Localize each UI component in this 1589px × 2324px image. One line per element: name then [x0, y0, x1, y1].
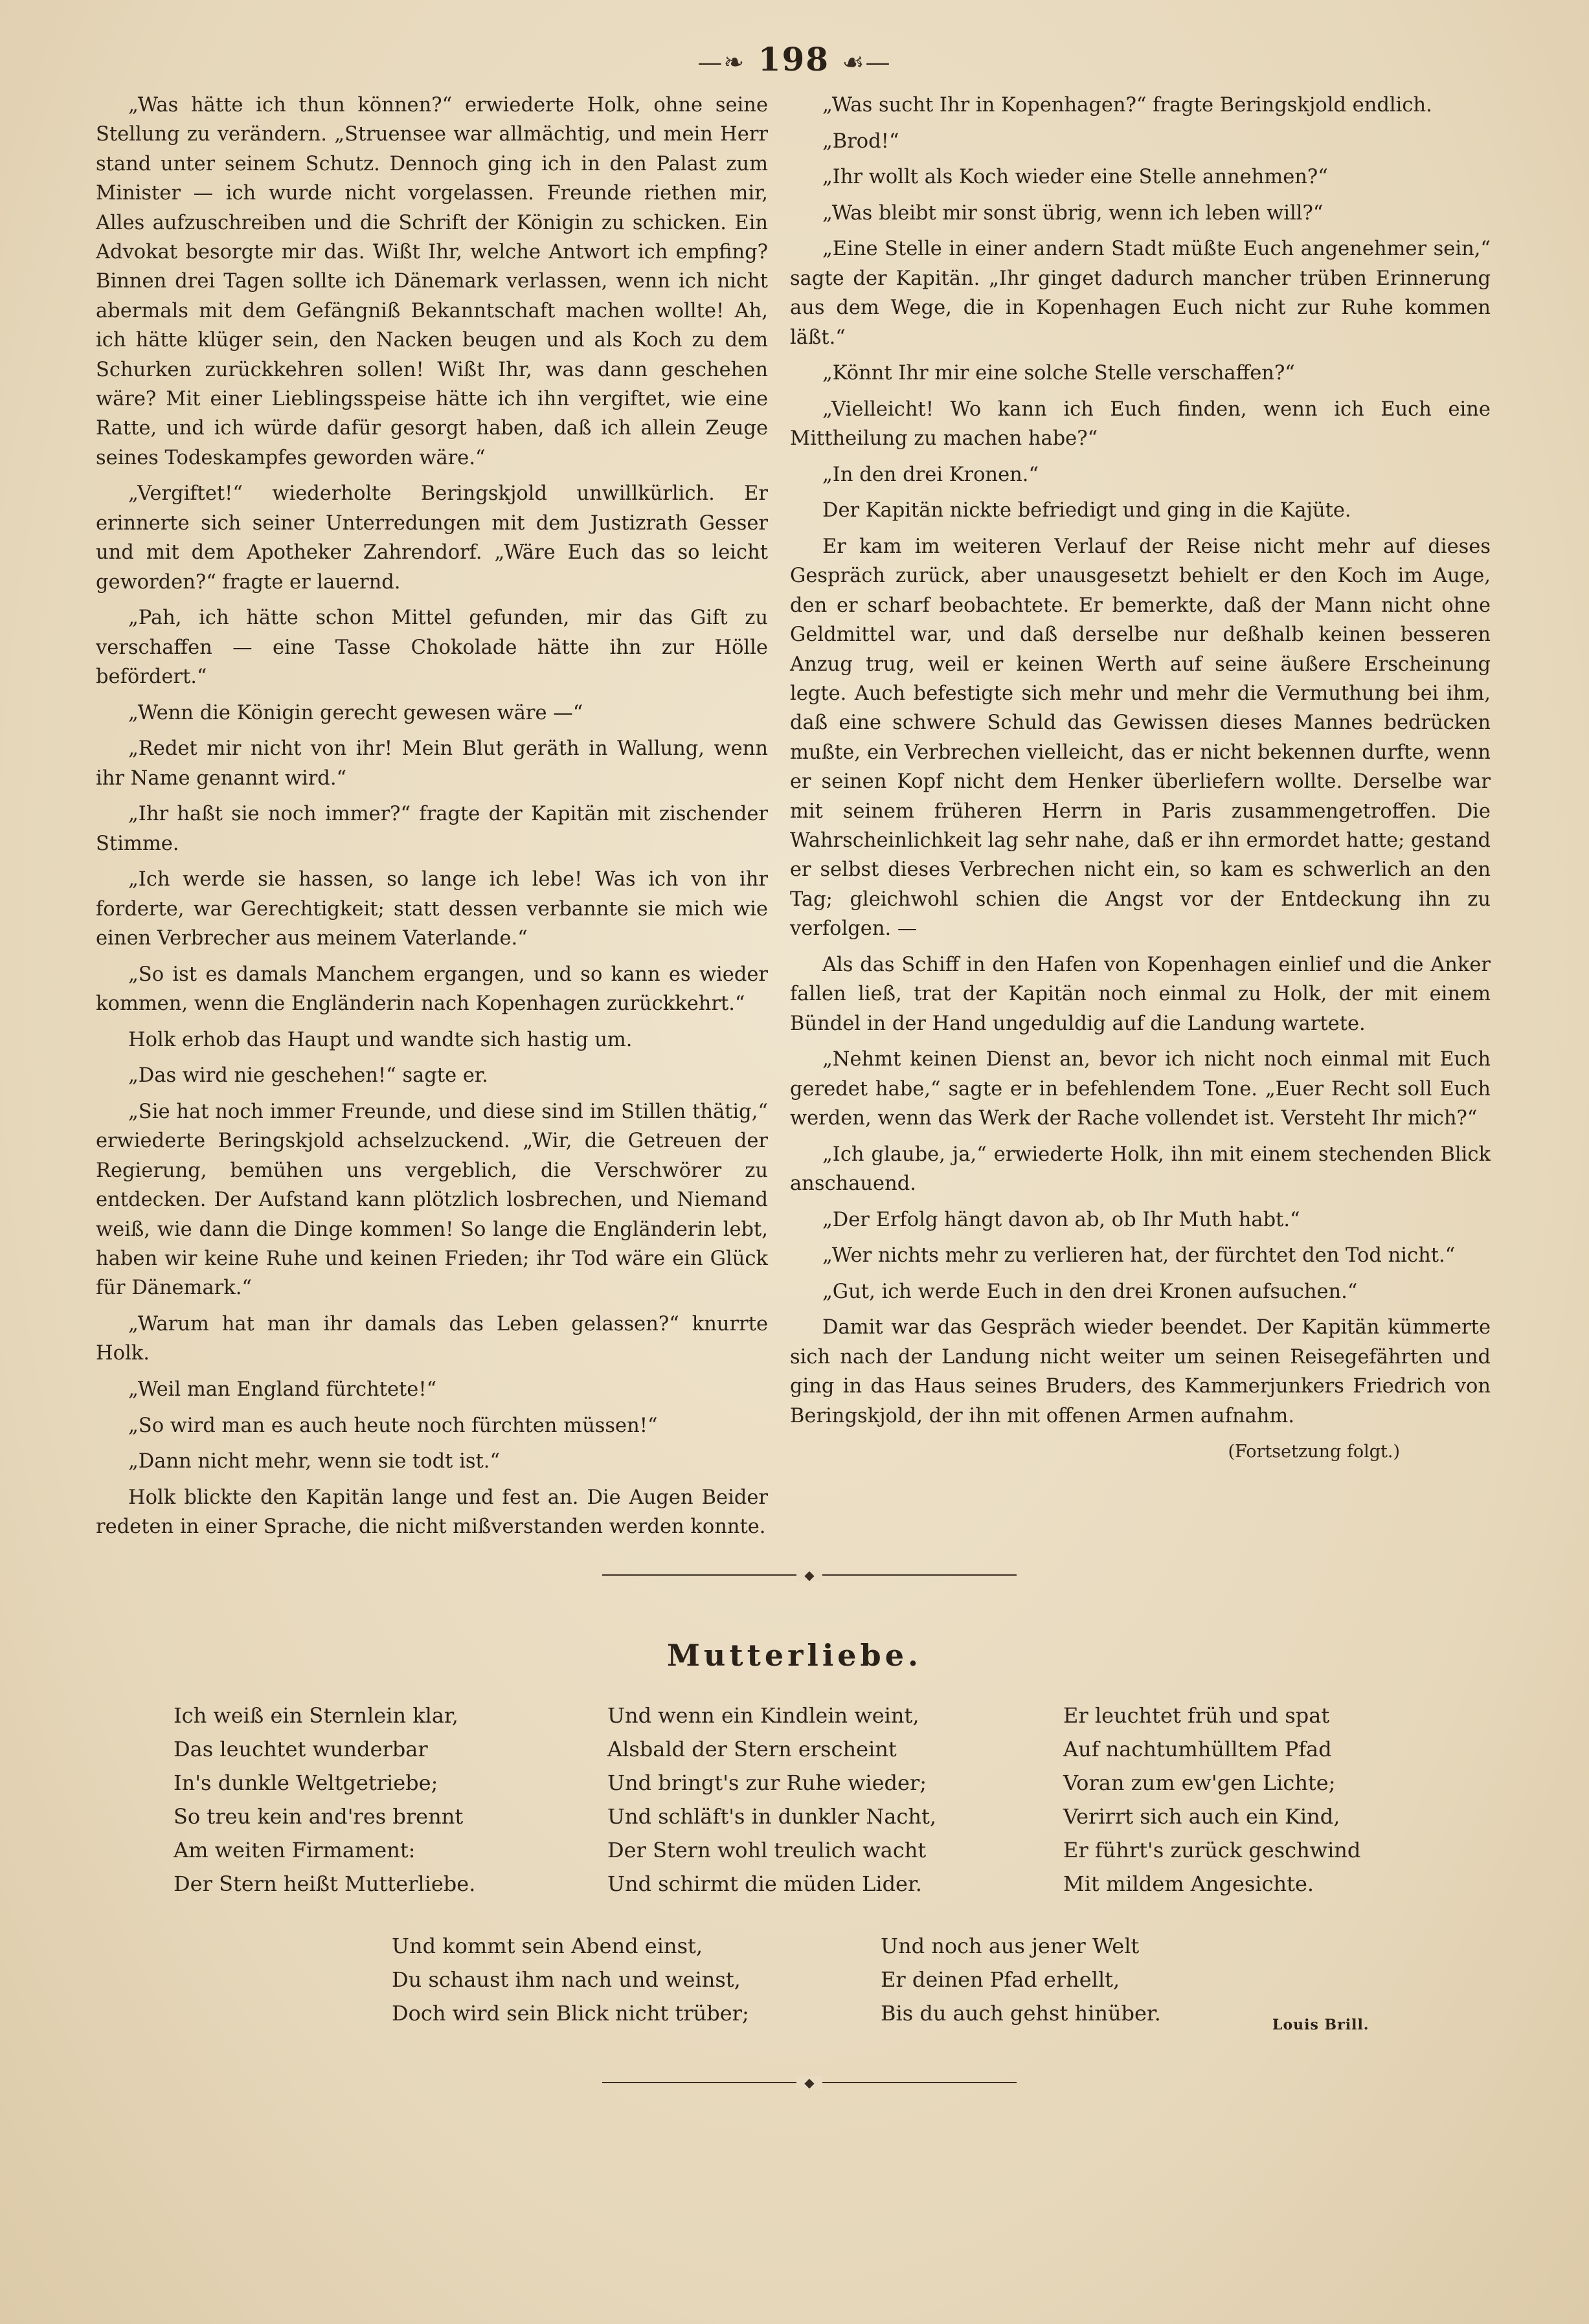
poem-stanza-1 — [174, 1699, 475, 1901]
poem-line: Du schaust ihm nach und weinst, — [392, 1967, 741, 1992]
poem-line: Und kommt sein Abend einst, — [392, 1934, 703, 1958]
paragraph: „Weil man England fürchtete!“ — [128, 1378, 437, 1401]
divider-ornament-icon: ◆ — [796, 2076, 822, 2089]
poem-line: Ich weiß ein Sternlein klar, — [174, 1703, 458, 1728]
bottom-divider — [602, 2076, 1017, 2089]
paragraph: „Gut, ich werde Euch in den drei Kronen aufsuchen.“ — [822, 1280, 1358, 1303]
paragraph: „Was hätte ich thun können?“ erwiederte Holk, ohne seine Stellung zu verändern. „Struensee war allmächtig, und mein Herr stand unter seinem Schutz. Dennoch ging ich in den Palast zum Minister — ich wurde nicht vorgelassen. Freunde riethen mir, Alles aufzuschreiben und die Schrift der Königin zu schicken. Ein Advokat besorgte mir das. Wißt Ihr, welche Antwort ich empfing? Binnen drei Tagen sollte ich Dänemark verlassen, wenn ich nicht abermals mit dem Gefängniß Bekanntschaft machen wollte! Ah, ich hätte klüger sein, den Nacken beugen und als Koch zu dem Schurken zurückkehren sollen! Wißt Ihr, was dann geschehen wäre? Mit einer Lieblingsspeise hätte ich ihn vergiftet, wie eine Ratte, und ich würde dafür gesorgt haben, daß ich allein Zeuge seines Todeskampfes geworden wäre.“ — [96, 94, 768, 469]
poem-stanza-5 — [881, 1929, 1161, 2030]
paragraph: „Vergiftet!“ wiederholte Beringskjold unwillkürlich. Er erinnerte sich seiner Unterredungen mit dem Justizrath Gesser und mit dem Apotheker Zahrendorf. „Wäre Euch das so leicht geworden?“ fragte er lauernd. — [96, 482, 768, 594]
poem-line: Auf nachtumhülltem Pfad — [1063, 1737, 1332, 1761]
poem-stanza-2 — [607, 1699, 936, 1901]
paragraph: Der Kapitän nickte befriedigt und ging in die Kajüte. — [822, 499, 1351, 522]
ornament-left-icon: —❧ — [697, 48, 746, 76]
poem-author: Louis Brill. — [1272, 2017, 1369, 2033]
poem-line: Der Stern heißt Mutterliebe. — [174, 1871, 476, 1896]
paragraph: Damit war das Gespräch wieder beendet. Der Kapitän kümmerte sich nach der Landung nicht weiter um seinen Reisegefährten und ging in das Haus seines Bruders, des Kammerjunkers Friedrich von Beringskjold, der ihn mit offenen Armen aufnahm. — [790, 1316, 1491, 1427]
paragraph: „Ihr wollt als Koch wieder eine Stelle annehmen?“ — [822, 166, 1328, 189]
poem-line: Alsbald der Stern erscheint — [607, 1737, 897, 1761]
poem-line: So treu kein and'res brennt — [174, 1804, 464, 1829]
paragraph: „In den drei Kronen.“ — [822, 463, 1039, 486]
poem-line: Verirrt sich auch ein Kind, — [1063, 1804, 1340, 1829]
paragraph: Er kam im weiteren Verlauf der Reise nicht mehr auf dieses Gespräch zurück, aber unausgesetzt behielt er den Koch im Auge, den er scharf beobachtete. Er bemerkte, daß der Mann nicht ohne Geldmittel war, und daß derselbe nur deßhalb keinen besseren Anzug trug, weil er keinen Werth auf seine äußere Erscheinung legte. Auch befestigte sich mehr und mehr die Vermuthung bei ihm, daß eine schwere Schuld das Gewissen dieses Mannes bedrücken mußte, ein Verbrechen vielleicht, das er nicht bekennen durfte, wenn er seinen Kopf nicht dem Henker überliefern wollte. Derselbe war mit seinem früheren Herrn in Paris zusammengetroffen. Die Wahrscheinlichkeit lag sehr nahe, daß er ihn ermordet hatte; gestand er selbst dieses Verbrechen nicht ein, so kam es schwerlich an den Tag; gleichwohl schien die Angst vor der Entdeckung ihn zu verfolgen. — — [790, 535, 1491, 941]
poem-line: Voran zum ew'gen Lichte; — [1063, 1771, 1336, 1795]
paragraph: „Ich glaube, ja,“ erwiederte Holk, ihn mit einem stechenden Blick anschauend. — [790, 1143, 1491, 1196]
paragraph: „Vielleicht! Wo kann ich Euch finden, wenn ich Euch eine Mittheilung zu machen habe?“ — [790, 397, 1491, 451]
poem-line: Er deinen Pfad erhellt, — [881, 1967, 1120, 1992]
poem-line: Und schläft's in dunkler Nacht, — [607, 1804, 936, 1829]
poem-line: Und wenn ein Kindlein weint, — [607, 1703, 919, 1728]
poem-line: Am weiten Firmament: — [174, 1838, 416, 1862]
paragraph: „Pah, ich hätte schon Mittel gefunden, mir das Gift zu verschaffen — eine Tasse Chokolade hätte ihn zur Hölle befördert.“ — [96, 607, 768, 689]
continuation-note: (Fortsetzung folgt.) — [1228, 1442, 1400, 1462]
poem-line: Und bringt's zur Ruhe wieder; — [607, 1771, 927, 1795]
right-column — [790, 91, 1491, 1473]
poem-title: Mutterliebe. — [666, 1638, 923, 1673]
poem-line: Mit mildem Angesichte. — [1063, 1871, 1314, 1896]
paragraph: „Redet mir nicht von ihr! Mein Blut geräth in Wallung, wenn ihr Name genannt wird.“ — [96, 737, 768, 790]
paragraph: „Dann nicht mehr, wenn sie todt ist.“ — [128, 1450, 501, 1473]
paragraph: „Was bleibt mir sonst übrig, wenn ich leben will?“ — [822, 201, 1324, 225]
poem-line: Und schirmt die müden Lider. — [607, 1871, 922, 1896]
paragraph: „Brod!“ — [822, 129, 899, 153]
paragraph: „So ist es damals Manchem ergangen, und so kann es wieder kommen, wenn die Engländerin nach Kopenhagen zurückkehrt.“ — [96, 963, 768, 1016]
paragraph: „Wenn die Königin gerecht gewesen wäre —“ — [128, 701, 583, 724]
poem-line: Er leuchtet früh und spat — [1063, 1703, 1330, 1728]
poem-line: Bis du auch gehst hinüber. — [881, 2001, 1161, 2026]
paragraph: „Warum hat man ihr damals das Leben gelassen?“ knurrte Holk. — [96, 1312, 768, 1365]
left-column — [96, 91, 768, 1548]
paragraph: „Das wird nie geschehen!“ sagte er. — [128, 1064, 488, 1088]
paragraph: „Ich werde sie hassen, so lange ich lebe! Was ich von ihr forderte, war Gerechtigkeit; statt dessen verbannte sie mich wie einen Verbrecher aus meinem Vaterlande.“ — [96, 868, 768, 950]
paragraph: „So wird man es auch heute noch fürchten müssen!“ — [128, 1414, 658, 1437]
poem-line: Der Stern wohl treulich wacht — [607, 1838, 927, 1862]
poem-line: Doch wird sein Blick nicht trüber; — [392, 2001, 749, 2026]
paragraph: „Der Erfolg hängt davon ab, ob Ihr Muth habt.“ — [822, 1208, 1300, 1231]
ornament-right-icon: ☙— — [842, 48, 892, 76]
paragraph: „Sie hat noch immer Freunde, und diese sind im Stillen thätig,“ erwiederte Beringskjold achselzuckend. „Wir, die Getreuen der Regierung, bemühen uns vergeblich, die Verschwörer zu entdecken. Der Aufstand kann plötzlich losbrechen, und Niemand weiß, wie dann die Dinge kommen! So lange die Engländerin lebt, haben wir keine Ruhe und keinen Frieden; ihr Tod wäre ein Glück für Dänemark.“ — [96, 1100, 768, 1300]
divider-ornament-icon: ◆ — [796, 1569, 822, 1581]
page-header — [0, 40, 1589, 78]
paragraph: „Eine Stelle in einer andern Stadt müßte Euch angenehmer sein,“ sagte der Kapitän. „Ihr ginget dadurch mancher trüben Erinnerung aus dem Wege, die in Kopenhagen Euch nicht zur Ruhe kommen läßt.“ — [790, 238, 1491, 349]
paragraph: „Ihr haßt sie noch immer?“ fragte der Kapitän mit zischender Stimme. — [96, 803, 768, 855]
poem-stanza-4 — [392, 1929, 749, 2030]
paragraph: Holk blickte den Kapitän lange und fest an. Die Augen Beider redeten in einer Sprache, die nicht mißverstanden werden konnte. — [96, 1486, 768, 1539]
paragraph: Holk erhob das Haupt und wandte sich hastig um. — [128, 1028, 633, 1051]
paragraph: „Könnt Ihr mir eine solche Stelle verschaffen?“ — [822, 362, 1295, 385]
page-number: 198 — [758, 40, 830, 78]
paragraph: „Was sucht Ihr in Kopenhagen?“ fragte Beringskjold endlich. — [822, 94, 1432, 117]
section-divider — [602, 1569, 1017, 1581]
paragraph: „Wer nichts mehr zu verlieren hat, der fürchtet den Tod nicht.“ — [822, 1244, 1456, 1268]
poem-stanza-3 — [1063, 1699, 1360, 1901]
poem-line: In's dunkle Weltgetriebe; — [174, 1771, 438, 1795]
poem-line: Und noch aus jener Welt — [881, 1934, 1140, 1958]
paragraph: „Nehmt keinen Dienst an, bevor ich nicht noch einmal mit Euch geredet habe,“ sagte er in befehlendem Tone. „Euer Recht soll Euch werden, wenn das Werk der Rache vollendet ist. Versteht Ihr mich?“ — [790, 1048, 1491, 1130]
poem-line: Das leuchtet wunderbar — [174, 1737, 428, 1761]
paragraph: Als das Schiff in den Hafen von Kopenhagen einlief und die Anker fallen ließ, trat der Kapitän noch einmal zu Holk, der mit einem Bündel in der Hand ungeduldig auf die Landung wartete. — [790, 953, 1491, 1035]
poem-line: Er führt's zurück geschwind — [1063, 1838, 1361, 1862]
